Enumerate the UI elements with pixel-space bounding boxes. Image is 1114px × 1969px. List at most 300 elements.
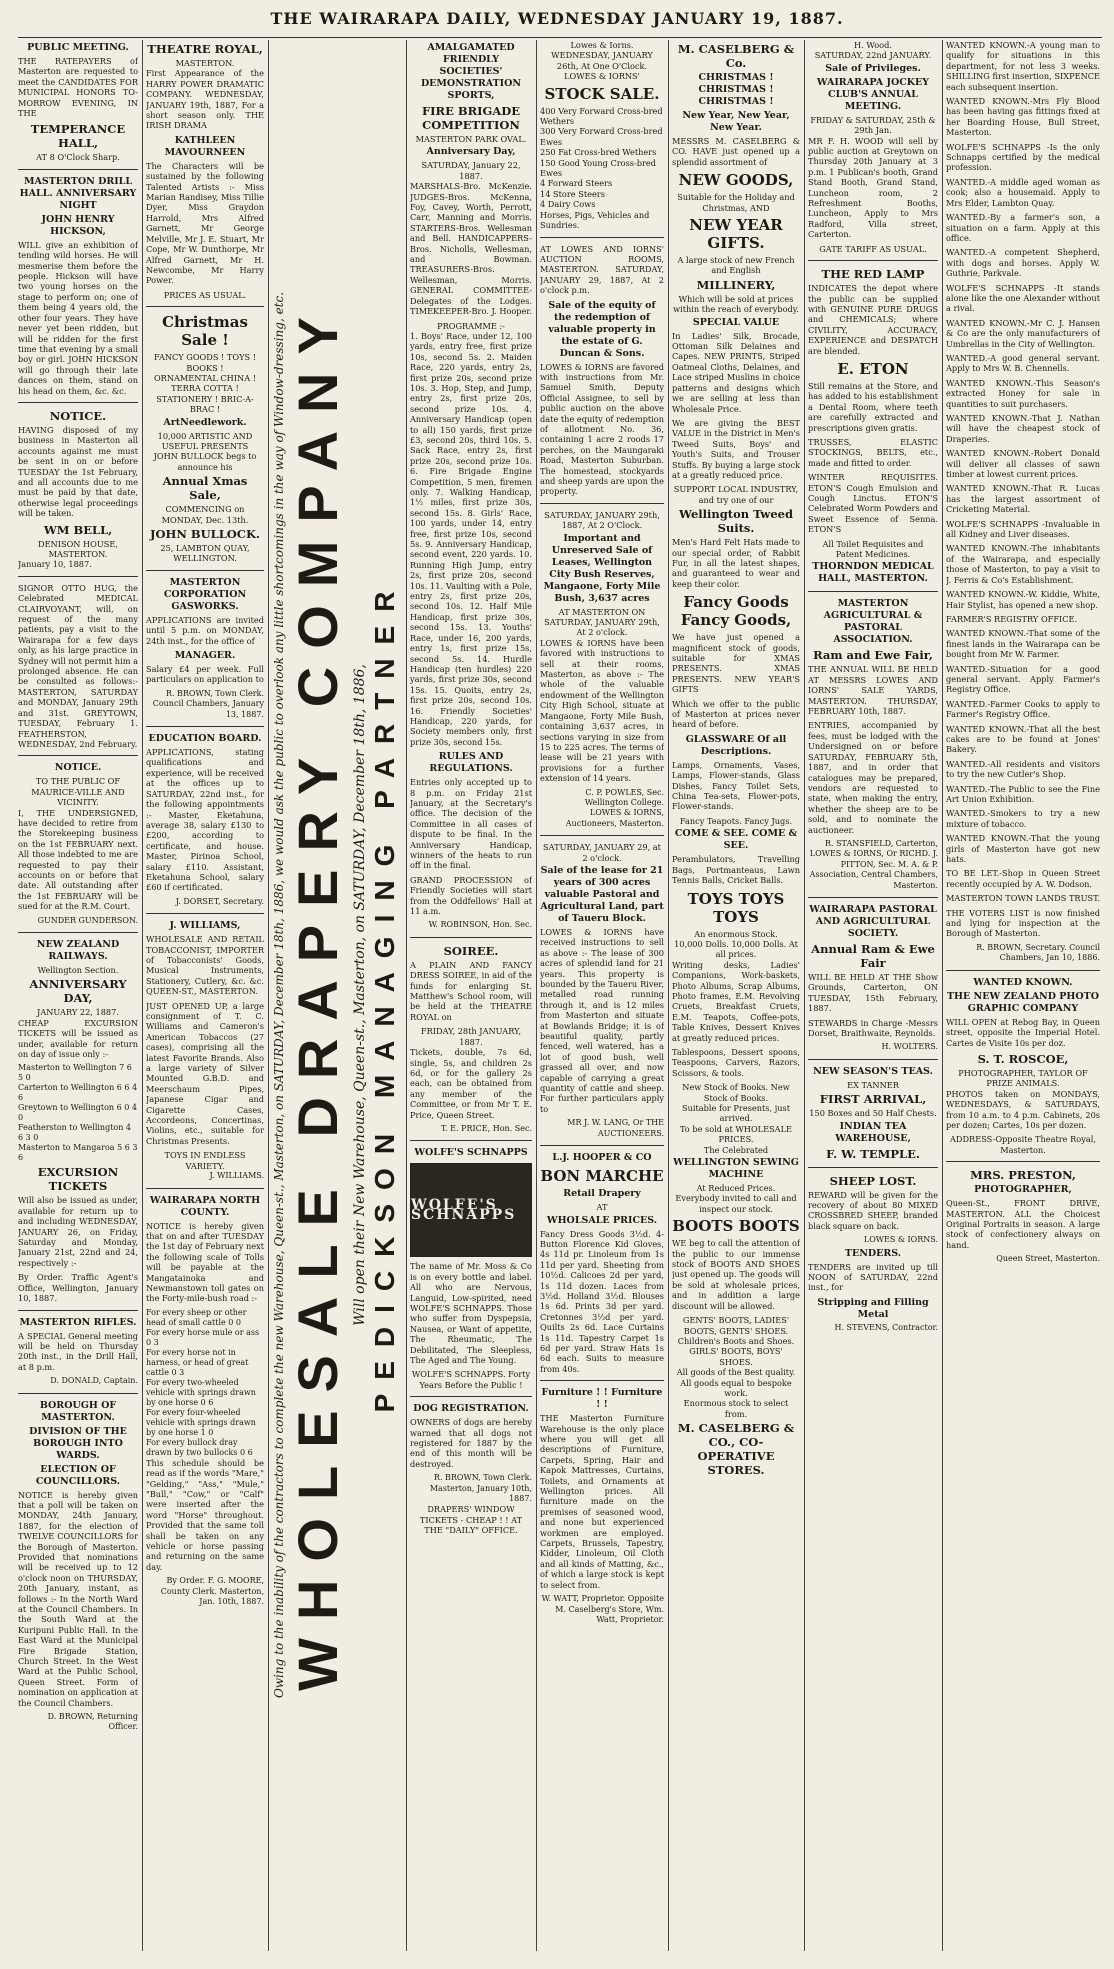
- sewing-sub: At Reduced Prices.: [696, 1183, 776, 1194]
- eton-heading: E. ETON: [837, 359, 909, 378]
- divider: [540, 835, 664, 836]
- caselberg-footer: M. CASELBERG & CO., CO-OPERATIVE STORES.: [677, 1421, 795, 1478]
- wanted-item: WOLFE'S SCHNAPPS -Invaluable in all Kidney and Liver diseases.: [946, 518, 1100, 540]
- annual-sale: Annual Xmas Sale,: [162, 474, 248, 503]
- fancy-goods-which: Which we offer to the public of Masterton at prices never heard of before.: [672, 698, 800, 730]
- sewing-machine: WELLINGTON SEWING MACHINE: [673, 1157, 799, 1181]
- toll-row: For every bullock dray drawn by two bullocks 0 6: [146, 1437, 253, 1457]
- wanted-item: WANTED.-A competent Shepherd, with dogs and horses. Apply W. Guthrie, Parkvale.: [946, 247, 1100, 279]
- wholesale-line: To be sold at WHOLESALE PRICES.: [679, 1123, 793, 1145]
- theatre-subheading: MASTERTON.: [175, 58, 235, 68]
- toys-line: 10,000 Dolls. 10,000 Dolls. At all prices.: [674, 938, 798, 960]
- toll-row: For every two-wheeled vehicle with springs drawn by one horse 0 6: [146, 1377, 256, 1407]
- divider: [18, 932, 138, 933]
- wairarapa-agricultural: WAIRARAPA PASTORAL AND AGRICULTURAL SOCIETY.: [809, 903, 937, 939]
- special-value: SPECIAL VALUE: [692, 316, 780, 328]
- divider: [410, 1140, 532, 1141]
- temple-name: F. W. TEMPLE.: [826, 1146, 920, 1161]
- fare-row: Featherston to Wellington 4 6 3 0: [18, 1123, 132, 1143]
- divider: [540, 237, 664, 238]
- gasworks-salary: Salary £4 per week. Full particulars on application to: [146, 664, 264, 685]
- wanted-item: WANTED KNOWN.-Mr C. J. Hansen & Co are the only manufacturers of Umbrellas in the City of Wellington.: [946, 317, 1100, 349]
- notice2-subheading: TO THE PUBLIC OF MAURICE-VILLE AND VICINITY.: [31, 776, 125, 808]
- lowes-name: LOWES & IORNS': [564, 71, 640, 82]
- millinery-heading: MILLINERY,: [696, 277, 776, 292]
- eton-footer: All Toilet Requisites and Patent Medicines.: [822, 538, 924, 560]
- furniture-body: THE Masterton Furniture Warehouse is the only place where you will get all descriptions of Furniture, Carpets, Spring, Hair and Kapok Mattresses, Curtains, Toilets, and Ornaments at Wellington prices. All furniture made on the premises of seasoned wood, and none but experienced workmen are employed. Carpets, Brussels, Tapestry, Kidder, Linoleum, Oil Cloth and all kinds of Matting, &c., of which a large stock is kept to select from.: [540, 1413, 664, 1590]
- jockey-body: MR F. H. WOOD will sell by public auction at Greytown on Thursday 20th January at 3 p.m. 1 Publican's booth, Grand Stand Booth, Grand Stand, Luncheon room, 2 Refreshment Booths, Luncheon, Apply to Mrs Radford, Villa street, Carterton.: [808, 135, 938, 240]
- fares-list: [18, 1063, 138, 1163]
- roscoe-heading: S. T. ROSCOE,: [977, 1051, 1069, 1066]
- tweed-suits: Wellington Tweed Suits.: [678, 507, 794, 536]
- anniversary-day: Anniversary Day,: [426, 146, 516, 158]
- sale-of-privileges: Sale of Privileges.: [825, 62, 921, 74]
- preston-heading: MRS. PRESTON,: [970, 1168, 1076, 1183]
- stock-item: 4 Forward Steers: [540, 178, 613, 189]
- fancy-goods-body: We have just opened a magnificent stock of goods, suitable for XMAS PRESENTS. XMAS PRESENTS. NEW YEAR'S GIFTS: [672, 632, 800, 695]
- wolters-signature: H. WOLTERS.: [881, 1042, 938, 1052]
- column-2: [146, 40, 264, 1951]
- theatre-prices: PRICES AS USUAL.: [163, 289, 247, 300]
- hooper-list: Fancy Dress Goods 3½d. 4-Button Florence Kid Gloves, 4s 11d pr. Linoleum from 1s 11d per yard. Sheeting from 10½d. Calicoes 2d per yard, 1s 11d dozen. Laces from 3½d. Holland 3½d. Blouses 1s 6d. Prints 3d per yard. Cretonnes 3½d per yard. Quilts 2s 6d. Lace Curtains 1s 11d. Tapestry Carpet 1s 6d per yard. Straw Hats 1s 6d each. Suits to measure from 40s.: [540, 1228, 664, 1374]
- public-meeting-place: TEMPERANCE HALL,: [30, 122, 126, 151]
- wanted-item: WANTED KNOWN.-W. Kiddie, White, Hair Stylist, has opened a new shop.: [946, 589, 1100, 610]
- soiree-signature: T. E. PRICE, Hon. Sec.: [440, 1123, 532, 1133]
- christmas-line: FANCY GOODS ! TOYS ! BOOKS !: [153, 352, 257, 373]
- teas-heading: NEW SEASON'S TEAS.: [813, 1065, 933, 1077]
- railways-heading: NEW ZEALAND RAILWAYS.: [36, 939, 120, 962]
- stock-item: 150 Good Young Cross-bred Ewes: [540, 157, 657, 179]
- toll-row: For every sheep or other head of small cattle 0 0: [146, 1307, 247, 1327]
- column-divider: [804, 40, 805, 1951]
- wolfe-heading: WOLFE'S SCHNAPPS: [414, 1147, 528, 1159]
- stock-item: 14 Store Steers: [540, 188, 605, 199]
- divider: [18, 169, 138, 170]
- fare-row: Greytown to Wellington 6 0 4 0: [18, 1103, 137, 1123]
- tablespoons: Tablespoons, Dessert spoons, Teaspoons, Carvers, Razors, Scissors, & tools.: [672, 1046, 800, 1078]
- divider: [18, 755, 138, 756]
- toys-sub: An enormous Stock.: [694, 928, 778, 939]
- fare-row: Carterton to Wellington 6 6 4 6: [18, 1083, 138, 1103]
- stansfield-signature: R. STANSFIELD, Carterton, LOWES & IORNS, Or RICHD. J. PITTON, Sec. M. A. & P. Association, Central Chambers, Masterton.: [809, 838, 938, 890]
- williams-heading: J. WILLIAMS,: [169, 920, 241, 932]
- divider: [540, 1380, 664, 1381]
- divider: [808, 1167, 938, 1168]
- rifles-body: A SPECIAL General meeting will be held on Thursday 20th inst., in the Drill Hall, at 8 p.m.: [18, 1330, 138, 1372]
- anniversary-date: SATURDAY, January 22, 1887.: [421, 160, 521, 181]
- perambulators: Perambulators, Travelling Bags, Portmanteaus, Lawn Tennis Balls, Cricket Balls.: [672, 854, 800, 886]
- wanted-item: WANTED.-A middle aged woman as cook; also a housemaid. Apply to Mrs Elder, Lambton Quay.: [946, 176, 1100, 208]
- gasworks-signature: R. BROWN, Town Clerk. Council Chambers, January 13, 1887.: [152, 688, 264, 719]
- bell-date: January 10, 1887.: [18, 559, 92, 570]
- wanted-item: WANTED.-All residents and visitors to try the new Cutler's Shop.: [946, 758, 1100, 780]
- annual-sale-date: COMMENCING on MONDAY, Dec. 13th.: [161, 504, 249, 525]
- divider: [18, 1393, 138, 1394]
- public-meeting-time: AT 8 O'Clock Sharp.: [36, 152, 120, 163]
- excursion-heading: EXCURSION TICKETS: [37, 1165, 119, 1194]
- column-divider: [942, 40, 943, 1951]
- wanted-item: WANTED KNOWN.-A young man to qualify for situations in this department, for not less 3 weeks. SHILLING first insertion, SIXPENCE each subsequent insertion.: [946, 40, 1100, 92]
- winter-requisites: WINTER REQUISITES. ETON'S Cough Emulsion and Cough Linctus. ETON'S Celebrated Worm Powders and Sweet Essence of Senna. ETON'S: [808, 472, 938, 535]
- all-goods: All goods of the Best quality. All goods equal to bespoke work.: [676, 1367, 796, 1398]
- soiree-date: FRIDAY, 28th JANUARY, 1887.: [420, 1026, 522, 1047]
- otto-hug-body: SIGNOR OTTO HUG, the Celebrated MEDICAL CLAIRVOYANT, will, on request of the many patients, pay a visit to the Wairarapa for a few days only, as his large practice in Sydney will not permit him a prolonged absence. He can be consulted as follows:- MASTERTON, SATURDAY and MONDAY, January 29th and 31st. GREYTOWN, TUESDAY, February 1. FEATHERSTON, WEDNESDAY, 2nd February.: [18, 582, 138, 749]
- bullock-announce: JOHN BULLOCK begs to announce his: [153, 451, 257, 472]
- stewards: STEWARDS in Charge -Messrs Dorset, Braithwaite, Reynolds.: [808, 1017, 938, 1038]
- toll-row: For every four-wheeled vehicle with springs drawn by one horse 1 0: [146, 1407, 256, 1437]
- wood-date: SATURDAY, 22nd JANUARY.: [814, 50, 932, 61]
- column-divider: [142, 40, 143, 1951]
- divider: [946, 970, 1100, 971]
- agricultural-heading: MASTERTON AGRICULTURAL & PASTORAL ASSOCIATION.: [823, 598, 923, 646]
- children-boots: Children's Boots and Shoes.: [677, 1335, 795, 1346]
- divider: [146, 570, 264, 571]
- divider: [146, 1188, 264, 1189]
- important-sale-body: LOWES & IORNS have been favored with instructions to sell at their rooms, Masterton, as above :- The whole of the valuable endowment of the Wellington City High School, situate at Mangaone, Forty Mile Bush, containing 3,637 acres, in sections varying in size from 15 to 225 acres. The terms of lease will be 21 years with provisions for a further extension of 14 years.: [540, 637, 664, 784]
- williams-subheading: WHOLESALE AND RETAIL TOBACCONIST, IMPORTER of Tobacconists' Goods, Musical Instruments, Stationery, Cutlery, &c. &c. QUEEN-ST., MASTERTON.: [146, 934, 264, 997]
- special-body: In Ladies' Silk, Brocade, Ottoman Silk Delaines and Capes. NEW PRINTS, Striped Oatmeal Cloths, Delaines, and Lace striped Muslins in choice patterns and designs which we are selling at less than Wholesale Price.: [672, 330, 800, 414]
- sheep-lost-body: REWARD will be given for the recovery of about 80 MIXED CROSSBRED SHEEP, branded black square on back.: [808, 1189, 938, 1231]
- vertical-advert: [272, 40, 402, 1950]
- saturday-date: SATURDAY, JANUARY 29th, 1887, At 2 O'Clock.: [544, 509, 660, 531]
- tolls-list: [146, 1308, 264, 1458]
- wanted-item: WANTED.-A good general servant. Apply to Mrs W. B. Chennells.: [946, 352, 1100, 374]
- vertical-advert-note: Owing to the inability of the contractors to complete the new Warehouse, Queen-st., Masterton, on SATURDAY, December 18th, 1886, we would ask the public to overlook any little shortcomings in the way of Window-dressing, etc.: [272, 291, 286, 1699]
- preston-footer: Queen Street, Masterton.: [996, 1254, 1100, 1264]
- hickson-heading: JOHN HENRY HICKSON,: [41, 213, 115, 237]
- borough-heading: BOROUGH OF MASTERTON.: [39, 1399, 117, 1423]
- jockey-heading: WAIRARAPA JOCKEY CLUB'S ANNUAL MEETING.: [816, 76, 930, 112]
- lowes-signature: LOWES & IORNS, Auctioneers, Masterton.: [565, 808, 664, 828]
- ram-fair-body: THE ANNUAL WILL BE HELD AT MESSRS LOWES AND IORNS' SALE YARDS, MASTERTON. THURSDAY, FEBRUARY 10th, 1887.: [808, 664, 938, 717]
- divider: [808, 591, 938, 592]
- public-meeting-heading: PUBLIC MEETING.: [27, 42, 129, 53]
- preston-body: Queen-St., FRONT DRIVE, MASTERTON. ALL the Choicest Original Portraits in season. A large stock of confectionery always on hand.: [946, 1198, 1100, 1250]
- come-and-see: COME & SEE. COME & SEE.: [674, 828, 798, 852]
- divider: [18, 402, 138, 403]
- wanted-item: WANTED.-Situation for a good general servant. Apply Farmer's Registry Office.: [946, 663, 1100, 695]
- schnapps-bottle-illustration: [410, 1163, 532, 1257]
- column-divider: [268, 40, 269, 1951]
- red-lamp-heading: THE RED LAMP: [821, 267, 925, 282]
- wanted-item: FARMER'S REGISTRY OFFICE.: [946, 613, 1078, 624]
- county-heading: WAIRARAPA NORTH COUNTY.: [149, 1194, 261, 1218]
- christmas-line: STATIONERY ! BRIC-A-BRAC !: [156, 393, 254, 415]
- art-needlework: ArtNeedlework.: [163, 416, 247, 428]
- divider: [540, 503, 664, 504]
- fare-row: Masterton to Wellington 7 6 5 0: [18, 1063, 132, 1083]
- important-sale-at: AT MASTERTON ON SATURDAY, JANUARY 29th, At 2 o'clock.: [544, 606, 660, 638]
- wanted-item: WANTED KNOWN.-That J. Nathan will have the cheapest stock of Draperies.: [946, 413, 1100, 444]
- stripping: Stripping and Filling Metal: [817, 1296, 929, 1320]
- ram-fair-heading: Ram and Ewe Fair,: [813, 648, 933, 663]
- glassware-heading: GLASSWARE Of all Descriptions.: [685, 733, 787, 757]
- notice-body: HAVING disposed of my business in Masterton all accounts against me must be sent in on or before TUESDAY the 1st February, and all accounts due to me must be paid by that date, otherwise legal proceedings will be taken.: [18, 424, 138, 519]
- roscoe-sub: PHOTOGRAPHER, TAYLOR OF PRIZE ANIMALS.: [958, 1067, 1088, 1089]
- hats-body: Men's Hard Felt Hats made to our special order, of Rabbit Fur, in all the latest shapes, and guaranteed to wear and keep their color.: [672, 537, 800, 589]
- toll-row: For every horse mule or ass 0 3: [146, 1327, 260, 1347]
- divider: [146, 726, 264, 727]
- masthead-title: THE WAIRARAPA DAILY, WEDNESDAY JANUARY 19, 1887.: [270, 9, 844, 28]
- notice2-heading: NOTICE.: [54, 762, 102, 774]
- column-divider: [668, 40, 669, 1951]
- toll-row: For every horse not in harness, or head of great cattle 0 3: [146, 1347, 249, 1377]
- tenders-heading: TENDERS.: [844, 1247, 902, 1259]
- millinery-sub: Which will be sold at prices within the reach of everybody.: [673, 293, 799, 315]
- excursion-body: Will also be issued as under, available for return up to and including WEDNESDAY, JANUARY 26, on Friday, Saturday and Monday, January 21st, 22nd and 24, respectively :-: [18, 1195, 138, 1268]
- gasworks-body: APPLICATIONS are invited until 5 p.m. on MONDAY, 24th inst., for the office of: [146, 614, 264, 646]
- nz-photo-heading: THE NEW ZEALAND PHOTO GRAPHIC COMPANY: [946, 990, 1100, 1014]
- bon-marche-heading: BON MARCHE: [540, 1167, 664, 1186]
- election-body: NOTICE is hereby given that a poll will be taken on MONDAY, 24th January, 1887, for the election of TWELVE COUNCILLORS for the Borough of Masterton. Provided that nominations will be received up to 12 o'clock noon on THURSDAY, 20th January, instant, as follows :- In the North Ward at the Council Chambers. In the South Ward at the Kuripuni Public Hall. In the East Ward at the Municipal Fire Brigade Station, Church Street. In the West Ward at the Public School, Queen Street. Form of nomination on application at the Council Chambers.: [18, 1489, 138, 1708]
- column-5: [672, 40, 800, 1951]
- wanted-item: WANTED KNOWN.-That some of the finest lands in the Wairarapa can be bought from Mr W. Farmer.: [946, 628, 1100, 660]
- stock-item: 4 Dairy Cows: [540, 199, 596, 210]
- masthead: [0, 0, 1114, 38]
- wanted-item: WANTED KNOWN.-That the young girls of Masterton have got new hats.: [946, 833, 1100, 865]
- election-heading: ELECTION OF COUNCILLORS.: [35, 1463, 121, 1487]
- sports-signature: W. ROBINSON, Hon. Sec.: [428, 920, 532, 930]
- excursion-order: By Order. Traffic Agent's Office, Wellington, January 10, 1887.: [18, 1272, 138, 1304]
- sheep-lost-signature: LOWES & IORNS.: [863, 1235, 938, 1245]
- drapers-tickets: DRAPERS' WINDOW TICKETS - CHEAP ! ! AT THE "DAILY" OFFICE.: [419, 1504, 523, 1536]
- celebrated: The Celebrated: [703, 1144, 769, 1155]
- wanted-known-heading: WANTED KNOWN.: [973, 976, 1073, 988]
- column-3: [410, 40, 532, 1951]
- stock-item: 400 Very Forward Cross-bred Wethers: [540, 105, 663, 127]
- wanted-item: WANTED KNOWN.-This Season's extracted Honey for sale in quantities to suit purchasers.: [946, 377, 1100, 409]
- wolfe-footer: WOLFE'S SCHNAPPS. Forty Years Before the Public !: [411, 1369, 531, 1390]
- education-body: APPLICATIONS, stating qualifications and experience, will be received at the offices up to SATURDAY, 22nd inst., for the following appointments :- Master, Eketahuna, average 38, salary £130 to £200, according to certificate, and house. Master, Pirinoa School, salary £110. Assistant, Eketahuna School, salary £60 if certificated.: [146, 747, 264, 893]
- park-name: MASTERTON PARK OVAL.: [415, 134, 527, 144]
- wanted-item: TO BE LET.-Shop in Queen Street recently occupied by A. W. Dodson.: [946, 868, 1100, 889]
- vertical-advert-title: WHOLESALE DRAPERY COMPANY: [286, 299, 349, 1691]
- furniture-heading: Furniture ! ! Furniture ! !: [541, 1387, 663, 1411]
- new-year-line: New Year, New Year, New Year.: [682, 110, 790, 133]
- town-lands-signature: R. BROWN, Secretary. Council Chambers, Jan 10, 1886.: [976, 942, 1100, 963]
- divider: [18, 576, 138, 577]
- county-note: This schedule should be read as if the words "Mare," "Gelding," "Ass," "Mule," "Bull," "Cow," or "Calf" were inserted after the word "Horse" throughout. Provided that the same toll shall be taken on any vehicle or horse passing and returning on the same day.: [146, 1457, 264, 1572]
- thorndon-hall: THORNDON MEDICAL HALL, MASTERTON.: [812, 561, 934, 585]
- masthead-rule: [18, 37, 1102, 38]
- christmas-line: TERRA COTTA !: [171, 383, 239, 394]
- writing-desks: Writing desks, Ladies' Companions, Work-baskets, Photo Albums, Scrap Albums, Photo frames, E.M. Revolving Cruets, Breakfast Cruets, E.M. Teapots, Coffee-pots, Table Knives, Dessert Knives at greatly reduced prices.: [672, 959, 800, 1043]
- gasworks-heading: MASTERTON CORPORATION GASWORKS.: [163, 576, 247, 612]
- auction-rooms: AT LOWES AND IORNS' AUCTION ROOMS, MASTERTON. SATURDAY, JANUARY 29, 1887, At 2 o'clock p.m.: [540, 243, 664, 296]
- stock-sale-heading: STOCK SALE.: [544, 84, 660, 103]
- column-divider: [406, 40, 407, 1951]
- red-lamp-body: INDICATES the depot where the public can be supplied with GENUINE PURE DRUGS and CHEMICALS; where CIVILITY, ACCURACY, EXPERIENCE and DESPATCH are blended.: [808, 283, 938, 356]
- education-heading: EDUCATION BOARD.: [148, 733, 262, 745]
- divider: [146, 306, 264, 307]
- stock-item: Horses, Pigs, Vehicles and Sundries.: [540, 209, 650, 231]
- wanted-item: WANTED.-Smokers to try a new mixture of tobacco.: [946, 808, 1100, 829]
- roscoe-address: ADDRESS-Opposite Theatre Royal, Masterton.: [950, 1134, 1096, 1155]
- wanted-item: WANTED KNOWN.-Mrs Fly Blood has been having gas fittings fixed at her Boarding House, Bull Street, Masterton.: [946, 96, 1100, 138]
- column-7: [946, 40, 1100, 1951]
- tasmania: EX TANNER: [847, 1079, 899, 1090]
- column-4: [540, 40, 664, 1951]
- wanted-item: WANTED KNOWN.-The inhabitants of the Wairarapa, and especially those of Masterton, to pay a visit to J. Ferris & Co's Establishment.: [946, 543, 1100, 585]
- bell-name: WM BELL,: [43, 522, 113, 537]
- christmas-sale-heading: Christmas Sale !: [162, 313, 248, 350]
- fire-brigade-heading: FIRE BRIGADE COMPETITION: [421, 104, 520, 132]
- williams-signature: J. WILLIAMS.: [209, 1171, 264, 1181]
- williams-body: JUST OPENED UP, a large consignment of T. C. Williams and Cameron's American Tobaccos (27 cases), comprising all the latest Favorite Brands. Also a large variety of Silver Mounted G.B.D. and Meerschaum Pipes, Japanese Cigar and Cigarette Cases, Accordeons, Concertinas, Violins, etc., suitable for Christmas Presents.: [146, 1000, 264, 1146]
- divider: [410, 937, 532, 938]
- wanted-item: WOLFE'S SCHNAPPS -Is the only Schnapps certified by the medical profession.: [946, 141, 1100, 173]
- suitable-line: Suitable for the Holiday and Christmas, AND: [677, 192, 795, 213]
- vertical-advert-opening: Will open their New Warehouse, Queen-st., Masterton, on SATURDAY, December 18th, 1886,: [352, 664, 368, 1326]
- trusses: TRUSSES, ELASTIC STOCKINGS, BELTS, etc., made and fitted to order.: [808, 436, 938, 468]
- christmas-line: ORNAMENTAL CHINA !: [153, 372, 257, 383]
- wanted-item: WANTED KNOWN.-That R. Lucas has the largest assortment of Cricketing Material.: [946, 483, 1100, 515]
- bell-address: DENISON HOUSE, MASTERTON.: [38, 538, 118, 559]
- entries: ENTRIES, accompanied by fees, must be lodged with the Undersigned on or before SATURDAY, FEBRUARY 5th, 1887, and in order that catalogues may be prepared, vendors are requested to state, when making the entry, whether the sheep are to be sold, and to nominate the auctioneer.: [808, 720, 938, 835]
- bullock-address: 25, LAMBTON QUAY, WELLINGTON.: [160, 543, 250, 564]
- column-divider: [536, 40, 537, 1951]
- boots-body: WE beg to call the attention of the public to our immense stock of BOOTS AND SHOES just opened up. The goods will be sold at wholesale prices, and in addition a large discount will be allowed.: [672, 1238, 800, 1311]
- column-6: [808, 40, 938, 1951]
- county-signature: By Order. F. G. MOORE, County Clerk. Masterton, Jan. 10th, 1887.: [160, 1576, 264, 1607]
- boots-heading: BOOTS BOOTS: [672, 1217, 800, 1236]
- important-sale-heading: Important and Unreserved Sale of Leases, Wellington City Bush Reserves, Mangaone, Forty Mile Bush, 3,637 acres: [543, 532, 661, 604]
- gifts-sub: A large stock of new French and English: [677, 255, 795, 276]
- schnapps-label: WOLFE'S SCHNAPPS: [411, 1196, 517, 1224]
- soiree-tickets: Tickets, double, 7s 6d, single, 5s, and children 2s 6d, or for the gallery 2s each, can be obtained from any member of the Committee, or from Mr T. E. Price, Queen Street.: [410, 1047, 532, 1120]
- theatre-cast: The Characters will be sustained by the following Talented Artists :- Miss Marian Randisey, Miss Tillie Dyer, Miss Graydon Harrold, Mrs Alfred Garnett, Mr George Melville, Mr J. E. Stuart, Mr Cope, Mr W. Dunthorpe, Mr Alfred Garnett, Mr H. Newcombe, Mr Harry Power.: [146, 160, 264, 286]
- taueru-signature: MR J. W. LANG, Or THE AUCTIONEERS.: [567, 1118, 664, 1138]
- williams-toys: TOYS IN ENDLESS VARIETY.: [164, 1150, 246, 1171]
- county-body: NOTICE is hereby given that on and after TUESDAY the 1st day of February next the following scale of Tolls will be payable at the Mangatainoka and Newmanstown toll gates on the Forty-mile-bush road :-: [146, 1220, 264, 1304]
- anniversary-body: CHEAP EXCURSION TICKETS will be issued as under, available for return on day of issue only :-: [18, 1017, 138, 1060]
- theatre-play-title: KATHLEEN MAVOURNEEN: [164, 134, 246, 158]
- gents-boots: GENTS' BOOTS, LADIES' BOOTS, GENTS' SHOES.: [682, 1315, 790, 1336]
- stock-sale-date: WEDNESDAY, JANUARY 26th, At One O'Clock.: [551, 50, 653, 71]
- stock-item: 250 Fat Cross-bred Wethers: [540, 147, 657, 158]
- theatre-body: First Appearance of the HARRY POWER DRAMATIC COMPANY. WEDNESDAY, JANUARY 19th, 1887, For a short season only. THE IRISH DRAMA: [146, 68, 264, 131]
- at: AT: [596, 1202, 608, 1213]
- hickson-body: WILL give an exhibition of tending wild horses. He will mesmerise them before the people. Hickson will have two young horses on the stage to perform on; one of them being 4 years old, the other four years. They have never yet been ridden, but will be ridden for the first time that evening by a small boy or girl. JOHN HICKSON will go through their late dances on them, stand on his head on them, &c. &c.: [18, 239, 138, 396]
- dog-registration-heading: DOG REGISTRATION.: [413, 1403, 529, 1415]
- new-year-gifts: NEW YEAR GIFTS.: [689, 216, 783, 253]
- anniversary-heading: ANNIVERSARY DAY,: [29, 977, 127, 1006]
- vertical-advert-manager: PEDICKSON MANAGING PARTNER: [369, 577, 400, 1413]
- soiree-heading: SOIREE.: [443, 943, 499, 958]
- demonstration-heading: AMALGAMATED FRIENDLY SOCIETIES' DEMONSTRATION SPORTS,: [420, 42, 522, 101]
- wanted-item: THE VOTERS LIST is now finished and lying for inspection at the Borough of Masterton.: [946, 907, 1100, 939]
- divider: [946, 1161, 1100, 1162]
- girls-boots: GIRLS' BOOTS, BOYS' SHOES.: [689, 1346, 783, 1367]
- wanted-item: WANTED.-By a farmer's son, a situation on a farm. Apply at this office.: [946, 212, 1100, 243]
- taueru-heading: Sale of the lease for 21 years of 300 acres valuable Pastoral and Agricultural Land, part of Taueru Block.: [540, 864, 664, 924]
- divider: [540, 1145, 664, 1146]
- tenders-signature: H. STEVENS, Contractor.: [834, 1322, 938, 1332]
- indian-tea: INDIAN TEA WAREHOUSE,: [835, 1120, 911, 1144]
- books-heading: New Stock of Books. New Stock of Books.: [682, 1082, 790, 1103]
- anniversary-date: JANUARY 22, 1887.: [37, 1007, 119, 1018]
- fancy-teapots: Fancy Teapots. Fancy Jugs.: [679, 815, 793, 826]
- vertical-advert-inner: [272, 40, 402, 1950]
- greytown-fair-heading: Annual Ram & Ewe Fair: [811, 941, 935, 970]
- enormous-stock: Enormous stock to select from.: [683, 1398, 789, 1419]
- wanted-item: WANTED.-The Public to see the Fine Art Union Exhibition.: [946, 783, 1100, 804]
- taueru-date: SATURDAY, JANUARY 29, at 2 o'clock.: [543, 842, 661, 863]
- divider: [146, 913, 264, 914]
- programme-heading: PROGRAMME :-: [437, 320, 505, 331]
- best-value: We are giving the BEST VALUE in the District in Men's Tweed Suits, Boys' and Youth's Suits, and Trouser Stuffs. By buying a large stock at a greatly reduced price.: [672, 417, 800, 480]
- programme-list: 1. Boys' Race, under 12, 100 yards, entry free, first prize 10s, second 5s. 2. Maiden Race, 220 yards, entry 2s, first prize 20s, second prize 10s. 3. Hop, Step, and Jump, entry 2s, first prize 20s, second prize 10s. 4. Anniversary Handicap (open to all) 150 yards, first prize £3, second 20s, third 10s. 5. Sack Race, entry 2s, first prize 20s, second prize 10s. 6. Fire Brigade Engine Competition, 5 men, firemen only. 7. Walking Handicap, 1½ miles, first prize 30s, second 15s. 8. Girls' Race, 100 yards, under 14, entry free, first prize 10s, second 5s. 9. Anniversary Handicap, second event, 220 yards. 10. Running High Jump, entry 2s, first prize 20s, second 10s. 11. Vaulting with a Pole, entry 2s, first prize 20s, second 10s. 12. Half Mile Handicap, first prize 30s, second 15s. 13. Youths' Race, under 16, 200 yards, entry 1s, first prize 15s, second 5s. 14. Hurdle Handicap (ten hurdles) 220 yards, first prize 30s, second 15s. 15. Quoits, entry 2s, first prize 20s, second 10s. 16. Friendly Societies' Handicap, 220 yards, for Society members only, first prize 30s, second 15s.: [410, 330, 532, 747]
- support-local: SUPPORT LOCAL INDUSTRY, and try one of our: [673, 484, 799, 505]
- soiree-body: A PLAIN AND FANCY DRESS SOIREE, in aid of the funds for enlarging St. Matthew's School room, will be held at the THEATRE ROYAL on: [410, 959, 532, 1022]
- column-1: [18, 40, 138, 1951]
- drill-hall-heading: MASTERTON DRILL HALL. ANNIVERSARY NIGHT: [19, 175, 137, 211]
- rifles-signature: D. DONALD, Captain.: [50, 1376, 138, 1386]
- tea-chests: 150 Boxes and 50 Half Chests.: [809, 1108, 937, 1119]
- education-signature: J. DORSET, Secretary.: [175, 896, 264, 906]
- new-goods: NEW GOODS,: [678, 171, 794, 190]
- stock-items: [540, 106, 664, 231]
- wood-heading: H. Wood.: [854, 40, 892, 50]
- opened-line: MESSRS M. CASELBERG & CO. HAVE just opened up a splendid assortment of: [672, 136, 800, 167]
- preston-sub: PHOTOGRAPHER,: [974, 1184, 1072, 1196]
- notice2-signature: GUNDER GUNDERSON.: [37, 915, 138, 925]
- furniture-signature: W. WATT, Proprietor. Opposite M. Caselberg's Store, Wm. Watt, Proprietor.: [541, 1594, 664, 1624]
- dog-registration-body: OWNERS of dogs are hereby warned that all dogs not registered for 1887 by the end of this month will be destroyed.: [410, 1417, 532, 1469]
- notice2-body: I, THE UNDERSIGNED, have decided to retire from the Storekeeping business on the 1st FEBRUARY next. All those indebted to me are requested to pay their accounts on or before that date. All outstanding after the 1st FEBRUARY will be sued for at the R.M. Court.: [18, 807, 138, 912]
- wanted-item: WANTED KNOWN.-That all the best cakes are to be found at Jones' Bakery.: [946, 723, 1100, 755]
- sheep-lost-heading: SHEEP LOST.: [829, 1173, 917, 1188]
- divider: [808, 897, 938, 898]
- election-signature: D. BROWN, Returning Officer.: [47, 1712, 138, 1732]
- gate-tariff: GATE TARIFF AS USUAL.: [819, 243, 927, 254]
- nz-photo-body: WILL OPEN at Rebog Bay, in Queen street, opposite the Imperial Hotel. Cartes de Visite 10s per doz.: [946, 1016, 1100, 1048]
- fare-row: Masterton to Mangaroa 5 6 3 6: [18, 1143, 138, 1163]
- officers: MARSHALS-Bro. McKenzie. JUDGES-Bros. McKenna, Foy, Cavey, Worth, Perrott, Carr, Manning and Morris. STARTERS-Bros. Wellesman and Bell. HANDICAPPERS-Bros. Nicholls, Wellesman, and Bowman. TREASURERS-Bros. Wellesman, Morris. GENERAL COMMITTEE-Delegates of the Lodges. TIMEKEEPER-Bro. J. Hooper.: [410, 181, 532, 317]
- divider: [808, 260, 938, 261]
- theatre-heading: THEATRE ROYAL,: [147, 42, 263, 56]
- division-heading: DIVISION OF THE BOROUGH INTO WARDS.: [29, 1425, 127, 1461]
- hooper-heading: L.J. HOOPER & CO: [552, 1152, 652, 1164]
- dog-registration-signature: R. BROWN, Town Clerk. Masterton, January 10th, 1887.: [429, 1473, 532, 1504]
- divider: [18, 1310, 138, 1311]
- jockey-date: FRIDAY & SATURDAY, 25th & 29th Jan.: [810, 114, 936, 136]
- procession: GRAND PROCESSION of Friendly Societies will start from the Oddfellows' Hall at 11 a.m.: [410, 874, 532, 917]
- rifles-heading: MASTERTON RIFLES.: [19, 1316, 137, 1328]
- christmas-line: CHRISTMAS ! CHRISTMAS ! CHRISTMAS !: [698, 72, 774, 107]
- tenders-body: TENDERS are invited up till NOON of SATURDAY, 22nd inst., for: [808, 1261, 938, 1293]
- notice-heading: NOTICE.: [49, 408, 107, 423]
- divider: [410, 1396, 532, 1397]
- retail-drapery: Retail Drapery: [563, 1188, 641, 1200]
- public-meeting-body: THE RATEPAYERS of Masterton are requested to meet the CANDIDATES FOR MUNICIPAL HONORS TO-MORROW EVENING, IN THE: [18, 56, 138, 119]
- fancy-goods-heading: Fancy Goods Fancy Goods,: [680, 593, 792, 630]
- stock-item: 300 Very Forward Cross-bred Ewes: [540, 126, 663, 147]
- bullock-name: JOHN BULLOCK.: [150, 527, 260, 541]
- railways-subheading: Wellington Section.: [37, 965, 119, 975]
- eton-body: Still remains at the Store, and has added to his establishment a Dental Room, where teeth are carefully extracted and prescriptions given gratis.: [808, 380, 938, 433]
- gasworks-manager: MANAGER.: [174, 650, 236, 662]
- equity-body: LOWES & IORNS are favored with instructions from Mr. Samuel Smith, Deputy Official Assignee, to sell by public auction on the above date the equity of redemption of allotment No. 36, containing 1 acre 2 roods 17 perches, on the Maungaraki Road, Masterton Suburban. The homestead, stockyards and sheep yards are upon the property.: [540, 361, 664, 497]
- glassware-body: Lamps, Ornaments, Vases, Lamps, Flower-stands, Glass Dishes, Fancy Toilet Sets, China Tea-sets, Flower-pots, Flower-stands.: [672, 759, 800, 812]
- wholesale-prices: WHOLSALE PRICES.: [546, 1214, 658, 1226]
- everybody-invited: Everybody invited to call and inspect our stock.: [675, 1193, 797, 1214]
- rules-heading: RULES AND REGULATIONS.: [429, 751, 513, 775]
- caselberg-heading: M. CASELBERG & Co.: [677, 42, 795, 70]
- rules-body: Entries only accepted up to 8 p.m. on Friday 21st January, at the Secretary's office. The decision of the Committee in all cases of dispute to be final. In the Anniversary Handicap, winners of the heats to run off in the final.: [410, 777, 532, 871]
- books-sub: Suitable for Presents, just arrived.: [681, 1103, 791, 1124]
- wanted-item: WOLFE'S SCHNAPPS -It stands alone like the one Alexander without a rival.: [946, 282, 1100, 314]
